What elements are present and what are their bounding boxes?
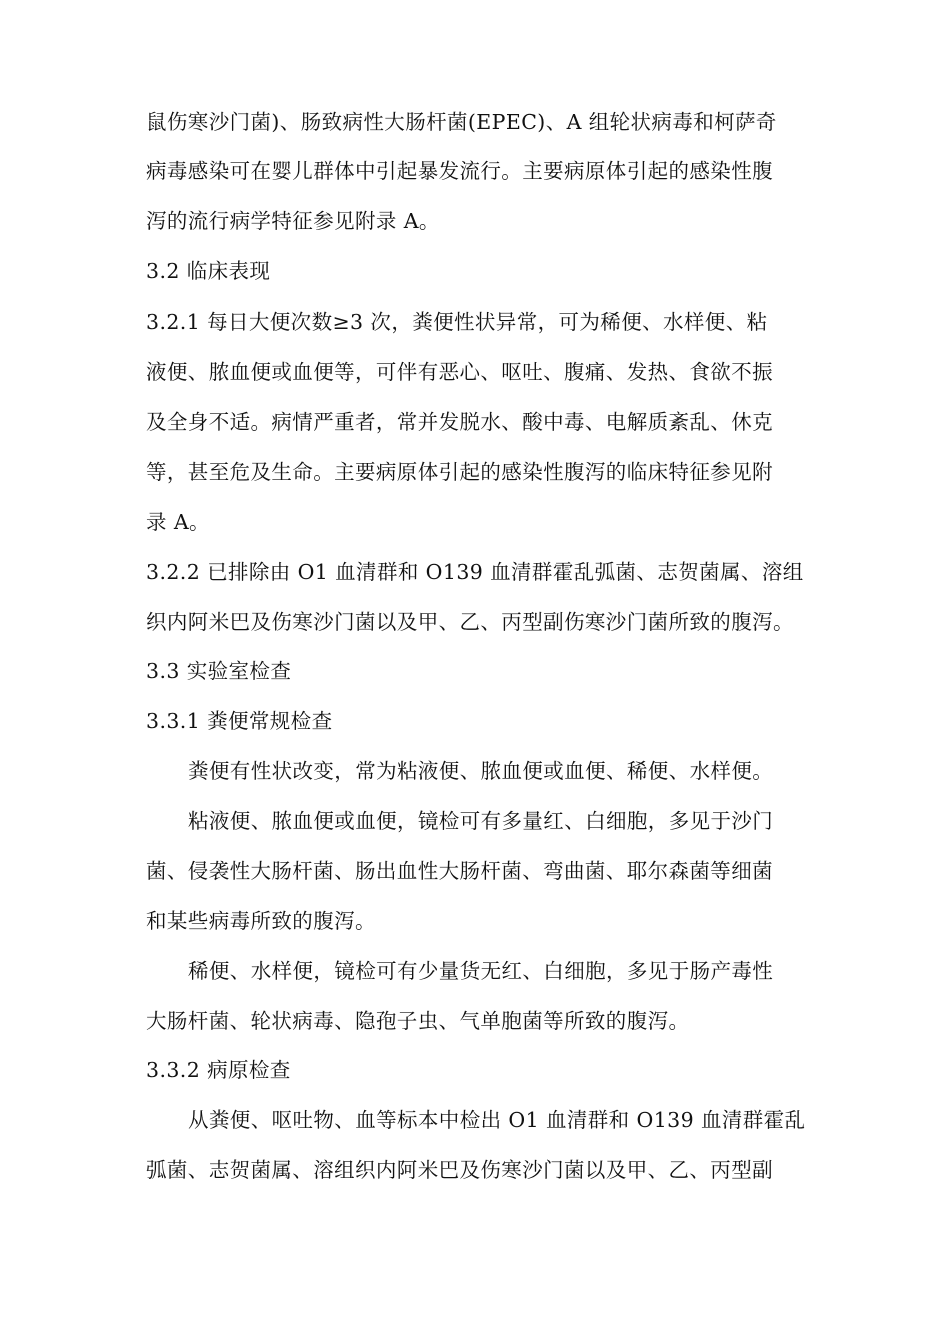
text-line: 菌、侵袭性大肠杆菌、肠出血性大肠杆菌、弯曲菌、耶尔森菌等细菌 [146, 859, 773, 883]
text-line: 稀便、水样便，镜检可有少量货无红、白细胞，多见于肠产毒性 [188, 959, 774, 983]
text-line: 和某些病毒所致的腹泻。 [146, 909, 376, 933]
text-line: 病毒感染可在婴儿群体中引起暴发流行。主要病原体引起的感染性腹 [146, 159, 773, 183]
text-line: 鼠伤寒沙门菌)、肠致病性大肠杆菌(EPEC)、A 组轮状病毒和柯萨奇 [146, 110, 777, 134]
text-line: 织内阿米巴及伤寒沙门菌以及甲、乙、丙型副伤寒沙门菌所致的腹泻。 [146, 610, 794, 634]
text-line: 3.2.1 每日大便次数≥3 次，粪便性状异常，可为稀便、水样便、粘 [146, 310, 768, 334]
section-heading-3-2: 3.2 临床表现 [146, 259, 271, 283]
text-line: 大肠杆菌、轮状病毒、隐孢子虫、气单胞菌等所致的腹泻。 [146, 1009, 690, 1033]
text-line: 从粪便、呕吐物、血等标本中检出 O1 血清群和 O139 血清群霍乱 [188, 1108, 806, 1132]
text-line: 弧菌、志贺菌属、溶组织内阿米巴及伤寒沙门菌以及甲、乙、丙型副 [146, 1158, 773, 1182]
text-line: 录 A。 [146, 510, 210, 534]
text-line: 粪便有性状改变，常为粘液便、脓血便或血便、稀便、水样便。 [188, 759, 774, 783]
text-line: 液便、脓血便或血便等，可伴有恶心、呕吐、腹痛、发热、食欲不振 [146, 360, 773, 384]
subsection-heading-3-3-1: 3.3.1 粪便常规检查 [146, 709, 333, 733]
subsection-heading-3-3-2: 3.3.2 病原检查 [146, 1058, 291, 1082]
text-line: 及全身不适。病情严重者，常并发脱水、酸中毒、电解质紊乱、休克 [146, 410, 773, 434]
section-heading-3-3: 3.3 实验室检查 [146, 659, 292, 683]
text-line: 等，甚至危及生命。主要病原体引起的感染性腹泻的临床特征参见附 [146, 460, 773, 484]
text-line: 粘液便、脓血便或血便，镜检可有多量红、白细胞，多见于沙门 [188, 809, 774, 833]
text-line: 3.2.2 已排除由 O1 血清群和 O139 血清群霍乱弧菌、志贺菌属、溶组 [146, 560, 804, 584]
text-line: 泻的流行病学特征参见附录 A。 [146, 209, 440, 233]
